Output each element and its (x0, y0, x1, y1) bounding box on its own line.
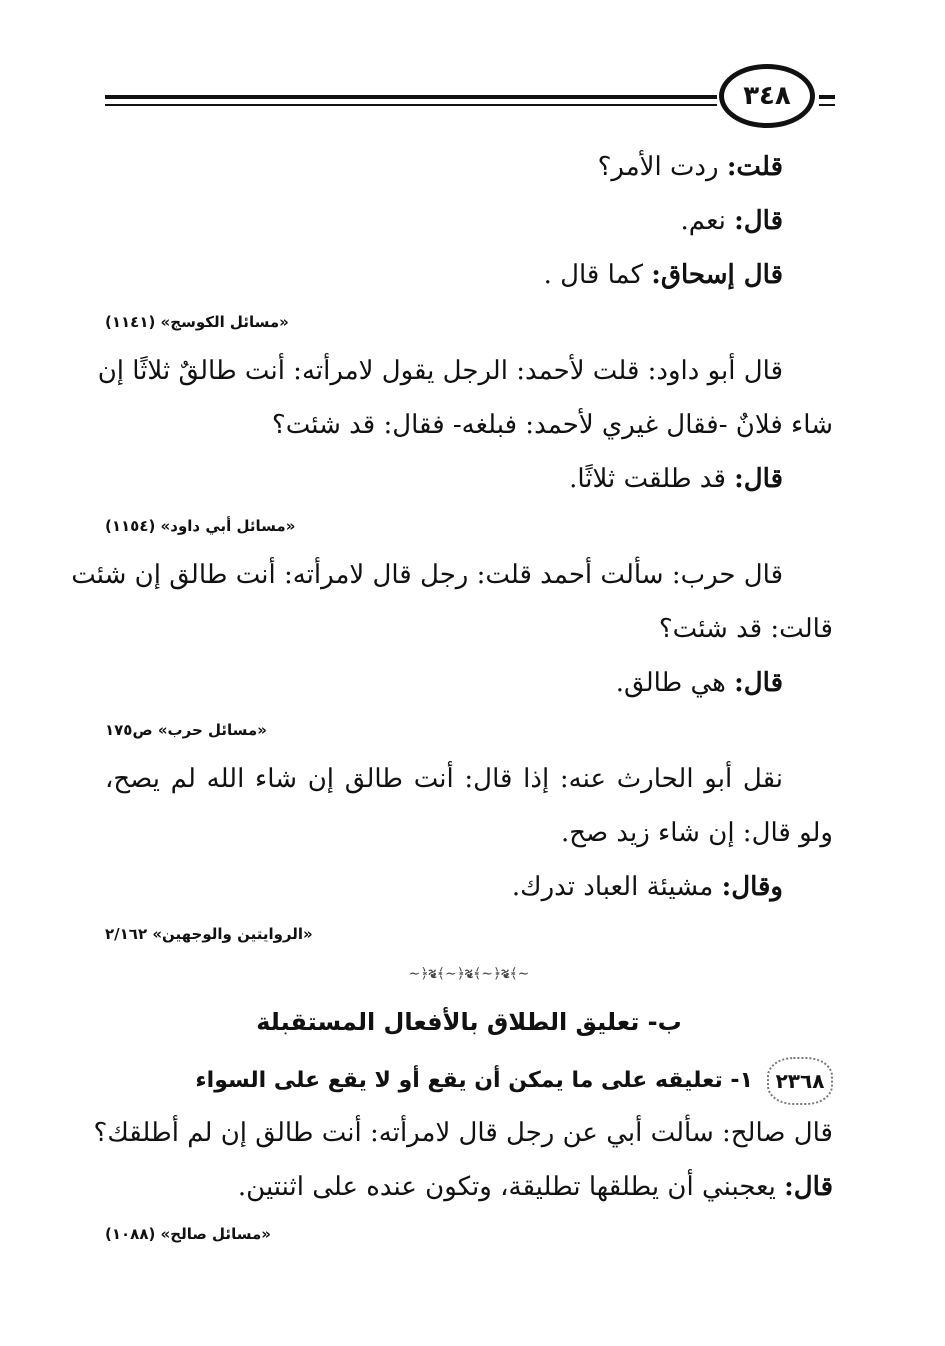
text-line: قال أبو داود: قلت لأحمد: الرجل يقول لامرأته: أنت طالقٌ ثلاثًا إن (97, 356, 783, 386)
page-header (105, 62, 835, 132)
subheading-text: ١- تعليقه على ما يمكن أن يقع أو لا يقع على السواء (195, 1068, 753, 1093)
text-line: قال صالح: سألت أبي عن رجل قال لامرأته: أنت طالق إن لم أطلقك؟ (93, 1118, 833, 1148)
line-text: هي طالق. (615, 668, 735, 698)
speaker-label: وقال: (721, 872, 783, 902)
page-number: ٣٤٨ (719, 64, 815, 128)
section-heading: ب- تعليق الطلاق بالأفعال المستقبلة (256, 1008, 682, 1036)
entry-number-badge: ٢٣٦٨ (767, 1057, 833, 1105)
header-rule-thin (105, 104, 717, 106)
text-line (105, 194, 833, 248)
line-text: يعجبني أن يطلقها تطليقة، وتكون عنده على اثنتين. (237, 1172, 785, 1202)
text-line: شاء فلانٌ -فقال غيري لأحمد: فبلغه- فقال: قد شئت؟ (271, 410, 833, 440)
source-reference: «الروايتين والوجهين» ٢/١٦٢ (105, 925, 313, 943)
text-line (105, 452, 833, 506)
text-line (105, 140, 833, 194)
source-reference: «مسائل حرب» ص١٧٥ (105, 721, 267, 739)
text-line (105, 1160, 833, 1214)
entry-subheading (105, 1056, 833, 1106)
text-line: نقل أبو الحارث عنه: إذا قال: أنت طالق إن شاء الله لم يصح، (105, 764, 783, 794)
speaker-label: قال: (734, 668, 783, 698)
line-text: كما قال . (543, 260, 652, 290)
text-line: ولو قال: إن شاء زيد صح. (560, 818, 833, 848)
speaker-label: قلت: (726, 152, 783, 182)
text-line (105, 860, 833, 914)
source-reference: «مسائل صالح» (١٠٨٨) (105, 1225, 271, 1243)
speaker-label: قال: (784, 1172, 833, 1202)
text-line (105, 248, 833, 302)
speaker-label: قال إسحاق: (651, 260, 783, 290)
line-text: مشيئة العباد تدرك. (511, 872, 722, 902)
section-divider-ornament: ∽﴾❧﴿∽﴾❧﴿∽﴾❧﴿∽ (408, 966, 530, 982)
page-body (71, 140, 833, 1256)
line-text: ردت الأمر؟ (597, 152, 727, 182)
line-text: قد طلقت ثلاثًا. (569, 464, 735, 494)
source-reference: «مسائل أبي داود» (١١٥٤) (105, 517, 296, 535)
speaker-label: قال: (734, 464, 783, 494)
speaker-label: قال: (734, 206, 783, 236)
text-line: قال حرب: سألت أحمد قلت: رجل قال لامرأته: أنت طالق إن شئت (71, 560, 783, 590)
text-line (105, 656, 833, 710)
header-rule-tail (819, 95, 835, 99)
line-text: نعم. (680, 206, 735, 236)
header-rule-tail-thin (819, 104, 835, 106)
source-reference: «مسائل الكوسج» (١١٤١) (105, 313, 289, 331)
text-line: قالت: قد شئت؟ (658, 614, 833, 644)
header-rule-thick (105, 95, 717, 99)
